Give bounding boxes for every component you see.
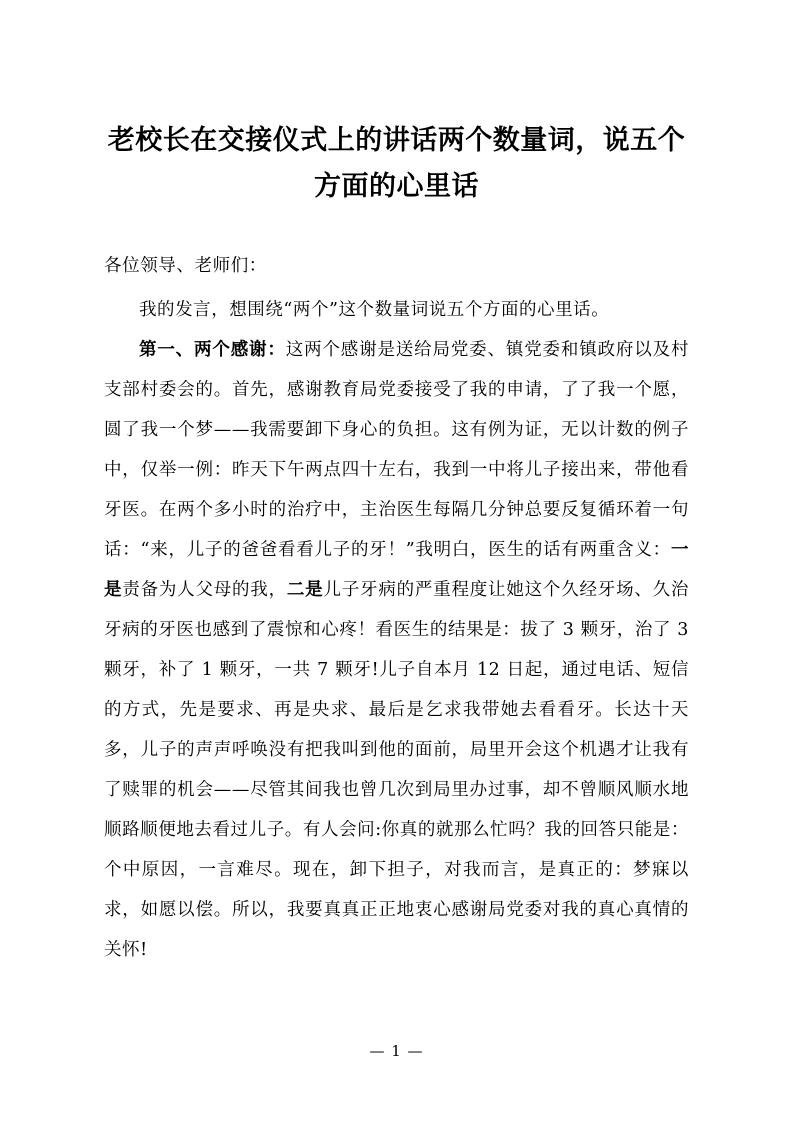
inline-text-one: 责备为人父母的我， bbox=[122, 580, 287, 600]
inline-text-two: 儿子牙病的严重程度让她这个久经牙场、久治牙病的牙医也感到了震惊和心疼！看医生的结果是：拔了 3 颗牙，治了 3 颗牙，补了 1 颗牙，一共 7 颗牙!儿子自本月 12 日起，通过电话、短信的方式，先是要求、再是央求、最后是乞求我带她去看看牙。长达十天多，儿子的声声呼唤没有把我叫到他的面前，局里开会这个机遇才让我有了赎罪的机会——尽管其间我也曾几次到局里办过事，却不曾顺风顺水地顺路顺便地去看过儿子。有人会问:你真的就那么忙吗？我的回答只能是：个中原因，一言难尽。现在，卸下担子，对我而言，是真正的：梦寐以求，如愿以偿。所以，我要真真正正地衷心感谢局党委对我的真心真情的关怀! bbox=[104, 580, 689, 960]
paragraph-opening: 我的发言，想围绕“两个”这个数量词说五个方面的心里话。 bbox=[139, 300, 610, 320]
inline-bold-two: 二是 bbox=[286, 580, 324, 600]
paragraph-first-point-text: 这两个感谢是送给局党委、镇党委和镇政府以及村支部村委会的。首先，感谢教育局党委接受了我的申请，了了我一个愿，圆了我一个梦——我需要卸下身心的负担。这有例为证，无以计数的例子中，仅举一例：昨天下午两点四十左右，我到一中将儿子接出来，带他看牙医。在两个多小时的治疗中，主治医生每隔几分钟总要反复循环着一句话：“来，儿子的爸爸看看儿子的牙！”我明白，医生的话有两重含义： bbox=[104, 340, 689, 560]
page-title: 老校长在交接仪式上的讲话两个数量词，说五个方面的心里话 bbox=[107, 125, 686, 202]
salutation: 各位领导、老师们： bbox=[104, 256, 267, 276]
inline-bold-one: 一是 bbox=[104, 540, 689, 600]
paragraph-lead-label: 第一、两个感谢： bbox=[139, 340, 286, 360]
paragraph-first-point bbox=[104, 330, 689, 970]
page-number: — 1 — bbox=[369, 1042, 424, 1060]
